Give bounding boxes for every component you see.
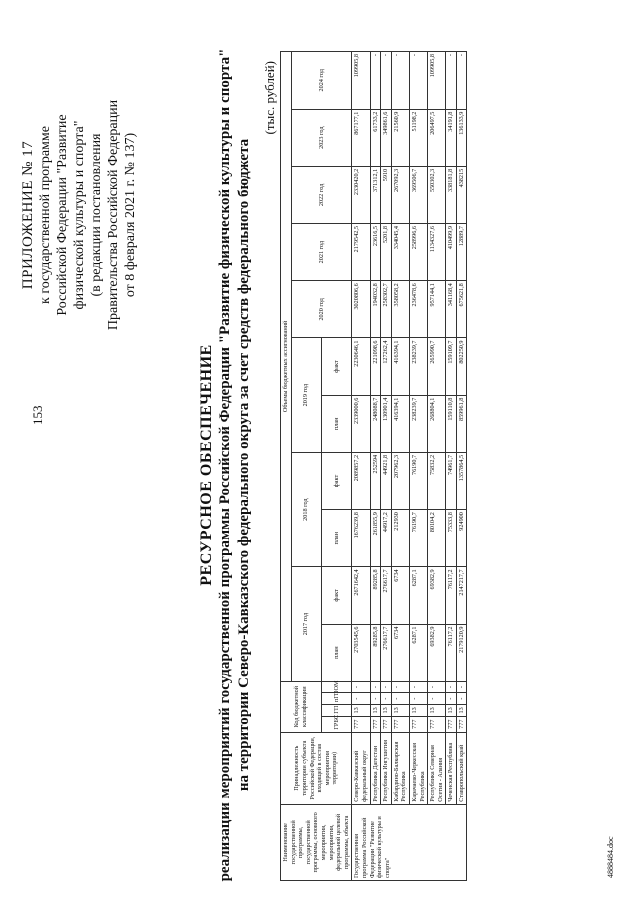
row-2019-fact: 221098,6 xyxy=(370,338,381,395)
header-2021: 2021 год xyxy=(291,224,352,281)
table-row xyxy=(456,52,467,881)
program-name-cell: Государственная программа Российской Федерации "Развитие физической культуры и спорта" xyxy=(352,804,467,880)
row-2017-fact: 76117,2 xyxy=(446,567,457,624)
row-2022: 438215 xyxy=(456,166,467,223)
row-2017-fact: 6734 xyxy=(391,567,409,624)
table-row xyxy=(446,52,457,881)
row-2020: 236478,6 xyxy=(409,281,427,338)
appendix-block xyxy=(20,65,139,365)
header-2024: 2024 год xyxy=(291,52,352,110)
header-2023: 2023 год xyxy=(291,109,352,166)
row-2022: 5910 xyxy=(381,166,392,223)
row-om: - xyxy=(428,681,446,693)
row-2024: - xyxy=(391,52,409,110)
row-2019-fact: 2230646,1 xyxy=(352,338,370,395)
heading-line-1: РЕСУРСНОЕ ОБЕСПЕЧЕНИЕ xyxy=(198,344,215,586)
row-2019-plan: 268804,1 xyxy=(428,395,446,452)
row-2023: 867177,1 xyxy=(352,109,370,166)
header-2017: 2017 год xyxy=(291,567,321,681)
row-2024: - xyxy=(446,52,457,110)
appendix-line: Российской Федерации "Развитие xyxy=(55,114,70,316)
row-gp: 13 xyxy=(456,705,467,717)
row-2017-plan: 276617,7 xyxy=(381,624,392,681)
row-gp: 13 xyxy=(370,705,381,717)
row-om: - xyxy=(391,681,409,693)
row-om: - xyxy=(409,681,427,693)
header-fact: факт xyxy=(321,567,351,624)
row-2020: 957144,1 xyxy=(428,281,446,338)
row-2018-fact: 76190,7 xyxy=(409,452,427,509)
row-gp: 13 xyxy=(428,705,446,717)
row-2020: 358058,2 xyxy=(391,281,409,338)
row-2018-fact: 44921,8 xyxy=(381,452,392,509)
row-2023: 21560,9 xyxy=(391,109,409,166)
row-2019-fact: 159109,7 xyxy=(446,338,457,395)
row-2017-fact: 6287,1 xyxy=(409,567,427,624)
row-2018-plan: 924900 xyxy=(456,510,467,567)
row-2018-fact: 74961,7 xyxy=(446,452,457,509)
row-territory: Чеченская Республика xyxy=(446,732,457,804)
page-number: 153 xyxy=(30,405,45,425)
row-territory: Республика Северная Осетия - Алания xyxy=(428,732,446,804)
row-2024: - xyxy=(381,52,392,110)
row-2018-plan: 1676239,8 xyxy=(352,510,370,567)
row-2021: 23616,5 xyxy=(370,224,381,281)
row-pgp: - xyxy=(352,693,370,705)
row-gp: 13 xyxy=(352,705,370,717)
header-fact: факт xyxy=(321,338,351,395)
row-grbs: 777 xyxy=(391,716,409,732)
header-gp: ГП xyxy=(321,705,351,717)
row-2019-fact: 416394,1 xyxy=(391,338,409,395)
row-2023: 61733,2 xyxy=(370,109,381,166)
row-2019-fact: 265990,7 xyxy=(428,338,446,395)
row-grbs: 777 xyxy=(409,716,427,732)
row-2021: 410499,9 xyxy=(446,224,457,281)
row-gp: 13 xyxy=(409,705,427,717)
row-territory: Ставропольский край xyxy=(456,732,467,804)
row-2018-plan: 212930 xyxy=(391,510,409,567)
appendix-line: от 8 февраля 2021 г. № 137) xyxy=(123,132,138,298)
row-2021: 1134327,6 xyxy=(428,224,446,281)
appendix-line: (в редакции постановления xyxy=(89,133,104,297)
row-2017-plan: 2179120,9 xyxy=(456,624,467,681)
row-grbs: 777 xyxy=(352,716,370,732)
row-2022: 369506,7 xyxy=(409,166,427,223)
resource-table xyxy=(280,51,467,881)
row-2019-fact: 127262,4 xyxy=(381,338,392,395)
row-2024: - xyxy=(409,52,427,110)
header-2020: 2020 год xyxy=(291,281,352,338)
appendix-title: ПРИЛОЖЕНИЕ № 17 xyxy=(20,140,36,290)
row-2018-fact: 1357864,5 xyxy=(456,452,467,509)
row-2022: 550302,3 xyxy=(428,166,446,223)
row-2023: 51198,2 xyxy=(409,109,427,166)
row-2018-fact: 2089857,2 xyxy=(352,452,370,509)
row-2019-fact: 238239,7 xyxy=(409,338,427,395)
row-pgp: - xyxy=(409,693,427,705)
header-budget-code: Код бюджетной классификации xyxy=(281,681,322,732)
row-2019-plan: 859961,8 xyxy=(456,395,467,452)
row-2020: 341168,4 xyxy=(446,281,457,338)
header-om: ОМ xyxy=(321,681,351,693)
header-pgp: пГП xyxy=(321,693,351,705)
row-2017-fact: 2671642,4 xyxy=(352,567,370,624)
row-gp: 13 xyxy=(391,705,409,717)
row-2017-fact: 69382,9 xyxy=(428,567,446,624)
heading-line-2: реализации мероприятий государственной программы Российской Федерации "Развитие физической культуры и спорта" xyxy=(217,48,233,882)
header-2018: 2018 год xyxy=(291,452,321,566)
heading-line-3: на территории Северо-Кавказского федерального округа за счет средств федерального бюджета xyxy=(236,138,252,792)
row-pgp: - xyxy=(446,693,457,705)
row-2020: 258302,7 xyxy=(381,281,392,338)
header-plan: план xyxy=(321,510,351,567)
appendix-line: Правительства Российской Федерации xyxy=(106,99,121,331)
row-grbs: 777 xyxy=(370,716,381,732)
row-2021: 12889,7 xyxy=(456,224,467,281)
table-row xyxy=(428,52,446,881)
row-2018-plan: 44917,2 xyxy=(381,510,392,567)
row-2017-fact: 276617,7 xyxy=(381,567,392,624)
table-row xyxy=(391,52,409,881)
row-2020: 675621,8 xyxy=(456,281,467,338)
table-row xyxy=(352,52,370,881)
row-2024: - xyxy=(370,52,381,110)
row-2018-fact: 75832,2 xyxy=(428,452,446,509)
row-2020: 194032,8 xyxy=(370,281,381,338)
header-plan: план xyxy=(321,395,351,452)
row-2017-fact: 89285,8 xyxy=(370,567,381,624)
row-om: - xyxy=(352,681,370,693)
appendix-line: физической культуры и спорта" xyxy=(72,120,87,310)
row-2018-fact: 207962,3 xyxy=(391,452,409,509)
row-2023: 136133,9 xyxy=(456,109,467,166)
row-territory: Карачаево-Черкесская Республика xyxy=(409,732,427,804)
row-om: - xyxy=(446,681,457,693)
row-2018-plan: 80104,2 xyxy=(428,510,446,567)
units-label: (тыс. рублей) xyxy=(262,61,277,135)
row-2019-plan: 159110,8 xyxy=(446,395,457,452)
table-row xyxy=(370,52,381,881)
header-territory: Принадлежность территории субъекта Российской Федерации, входящей в состав мероприятия территории) xyxy=(281,732,352,804)
row-grbs: 777 xyxy=(381,716,392,732)
row-gp: 13 xyxy=(381,705,392,717)
row-2023: 206497,5 xyxy=(428,109,446,166)
rotated-document xyxy=(20,45,605,885)
row-2021: 2179542,5 xyxy=(352,224,370,281)
header-fact: факт xyxy=(321,452,351,509)
row-territory: Кабардино-Балкарская Республика xyxy=(391,732,409,804)
table-row xyxy=(409,52,427,881)
row-2021: 334045,4 xyxy=(391,224,409,281)
header-name: Наименование государственной программы, государственной программы, основного мероприятия, мероприятия, федеральной целевой программы, объекта xyxy=(281,804,352,880)
row-2019-plan: 130901,4 xyxy=(381,395,392,452)
row-grbs: 777 xyxy=(446,716,457,732)
row-2017-plan: 2703545,6 xyxy=(352,624,370,681)
row-2021: 5201,8 xyxy=(381,224,392,281)
header-2022: 2022 год xyxy=(291,166,352,223)
row-2017-plan: 89285,8 xyxy=(370,624,381,681)
row-2019-plan: 416394,1 xyxy=(391,395,409,452)
row-2018-plan: 76190,7 xyxy=(409,510,427,567)
row-2022: 338181,8 xyxy=(446,166,457,223)
row-territory: Республика Дагестан xyxy=(370,732,381,804)
row-2017-plan: 76117,2 xyxy=(446,624,457,681)
row-pgp: - xyxy=(381,693,392,705)
row-pgp: - xyxy=(428,693,446,705)
row-2017-plan: 6734 xyxy=(391,624,409,681)
row-2020: 3020806,6 xyxy=(352,281,370,338)
row-2024: 109905,8 xyxy=(352,52,370,110)
row-2023: 349861,6 xyxy=(381,109,392,166)
row-grbs: 777 xyxy=(428,716,446,732)
row-om: - xyxy=(456,681,467,693)
table-row xyxy=(381,52,392,881)
row-2022: 2330420,2 xyxy=(352,166,370,223)
row-grbs: 777 xyxy=(456,716,467,732)
row-2018-fact: 252594 xyxy=(370,452,381,509)
row-2023: 34191,8 xyxy=(446,109,457,166)
row-territory: Северо-Кавказский федеральный округ xyxy=(352,732,370,804)
row-2019-fact: 802250,9 xyxy=(456,338,467,395)
header-2019: 2019 год xyxy=(291,338,321,452)
row-territory: Республика Ингушетия xyxy=(381,732,392,804)
header-plan: план xyxy=(321,624,351,681)
row-2017-plan: 6287,1 xyxy=(409,624,427,681)
row-2019-plan: 238239,7 xyxy=(409,395,427,452)
row-2018-plan: 261855,9 xyxy=(370,510,381,567)
row-2024: 109905,8 xyxy=(428,52,446,110)
row-pgp: - xyxy=(370,693,381,705)
appendix-line: к государственной программе xyxy=(38,126,53,304)
row-2019-plan: 2339000,6 xyxy=(352,395,370,452)
row-pgp: - xyxy=(456,693,467,705)
row-2022: 267092,3 xyxy=(391,166,409,223)
row-om: - xyxy=(381,681,392,693)
row-2024: - xyxy=(456,52,467,110)
header-grbs: ГРБС xyxy=(321,716,351,732)
row-2019-plan: 248088,7 xyxy=(370,395,381,452)
header-volumes: Объемы бюджетных ассигнований xyxy=(281,52,292,682)
file-name: 4888484.doc xyxy=(606,836,615,878)
row-2018-plan: 75333,8 xyxy=(446,510,457,567)
row-pgp: - xyxy=(391,693,409,705)
row-2022: 371312,1 xyxy=(370,166,381,223)
row-2017-fact: 2147217,7 xyxy=(456,567,467,624)
row-2017-plan: 69382,9 xyxy=(428,624,446,681)
row-gp: 13 xyxy=(446,705,457,717)
row-om: - xyxy=(370,681,381,693)
document-heading xyxy=(198,45,254,885)
row-2021: 258996,6 xyxy=(409,224,427,281)
